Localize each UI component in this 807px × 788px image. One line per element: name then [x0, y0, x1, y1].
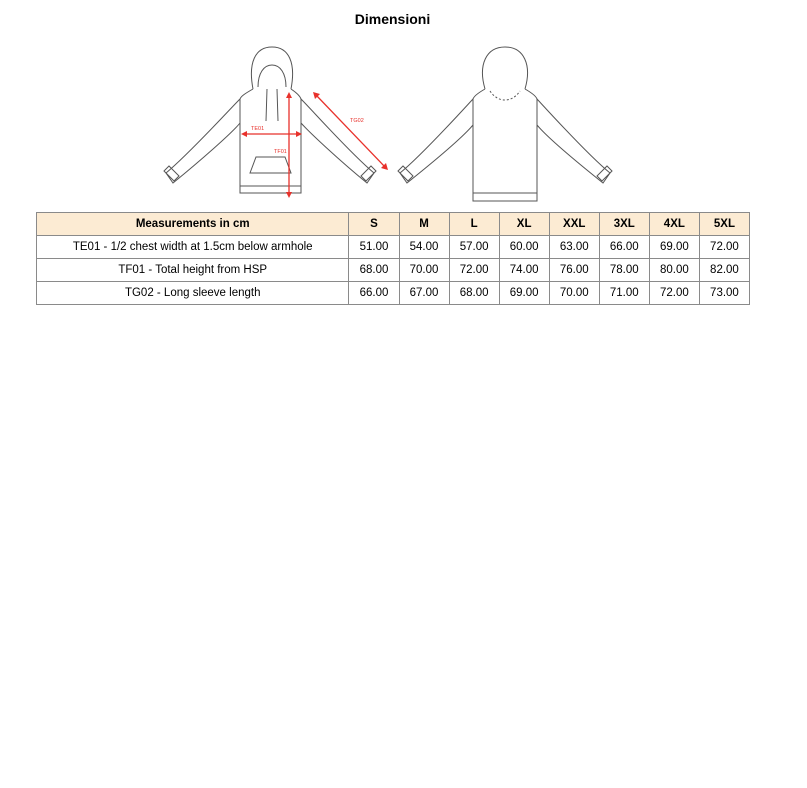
- column-header-size: XXL: [549, 213, 599, 236]
- table-cell: 71.00: [599, 282, 649, 305]
- table-row: [37, 282, 750, 305]
- table-cell: 63.00: [549, 236, 599, 259]
- table-cell: 57.00: [449, 236, 499, 259]
- table-cell: 82.00: [699, 259, 749, 282]
- table-cell: 70.00: [549, 282, 599, 305]
- table-cell: 60.00: [499, 236, 549, 259]
- page-title: Dimensioni: [354, 11, 431, 27]
- size-chart-table: [36, 212, 750, 305]
- hoodie-size-diagram: [160, 43, 620, 205]
- table-cell: 66.00: [349, 282, 399, 305]
- column-header-size: XL: [499, 213, 549, 236]
- column-header-size: S: [349, 213, 399, 236]
- column-header-size: 5XL: [699, 213, 749, 236]
- table-cell: 73.00: [699, 282, 749, 305]
- table-header-row: [37, 213, 750, 236]
- table-row: [37, 236, 750, 259]
- table-cell: 80.00: [649, 259, 699, 282]
- table-cell: 78.00: [599, 259, 649, 282]
- table-cell: 51.00: [349, 236, 399, 259]
- row-label: TG02 - Long sleeve length: [37, 282, 349, 305]
- table-cell: 67.00: [399, 282, 449, 305]
- te01-label: TE01: [251, 126, 265, 132]
- hoodie-front-illustration: [164, 47, 376, 193]
- table-cell: 74.00: [499, 259, 549, 282]
- table-cell: 54.00: [399, 236, 449, 259]
- table-cell: 66.00: [599, 236, 649, 259]
- row-label: TE01 - 1/2 chest width at 1.5cm below armhole: [37, 236, 349, 259]
- column-header-size: M: [399, 213, 449, 236]
- column-header-size: 4XL: [649, 213, 699, 236]
- tg02-label: TG02: [350, 118, 364, 124]
- table-row: [37, 259, 750, 282]
- hoodie-back-illustration: [398, 47, 612, 201]
- column-header-size: 3XL: [599, 213, 649, 236]
- table-cell: 72.00: [649, 282, 699, 305]
- table-cell: 72.00: [449, 259, 499, 282]
- table-cell: 70.00: [399, 259, 449, 282]
- table-cell: 69.00: [499, 282, 549, 305]
- column-header-size: L: [449, 213, 499, 236]
- table-cell: 68.00: [449, 282, 499, 305]
- tf01-label: TF01: [274, 149, 287, 155]
- table-cell: 69.00: [649, 236, 699, 259]
- table-cell: 76.00: [549, 259, 599, 282]
- table-cell: 72.00: [699, 236, 749, 259]
- column-header-measurement: Measurements in cm: [37, 213, 349, 236]
- table-cell: 68.00: [349, 259, 399, 282]
- row-label: TF01 - Total height from HSP: [37, 259, 349, 282]
